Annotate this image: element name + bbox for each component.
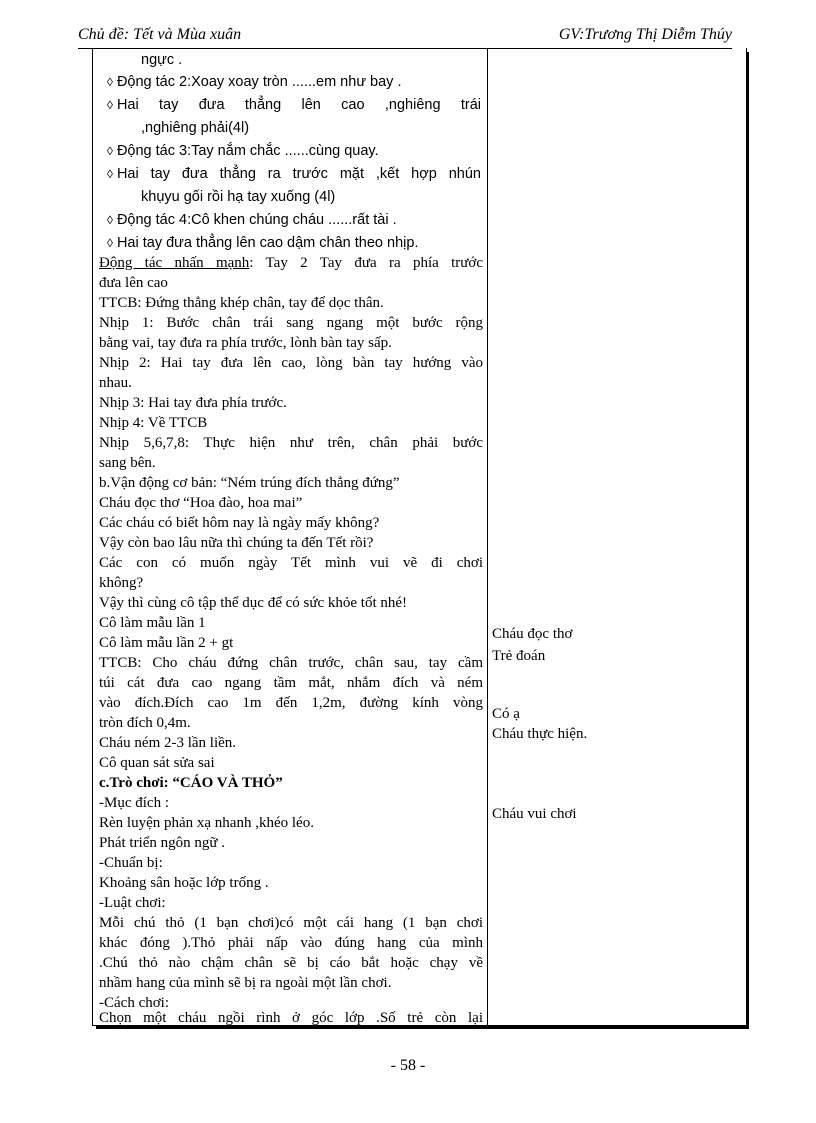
text-line: Các con có muốn ngày Tết mình vui vẽ đi chơi bbox=[99, 555, 483, 571]
text-line: sang bên. bbox=[99, 455, 156, 471]
text-line: Nhịp 4: Về TTCB bbox=[99, 415, 208, 431]
diamond-bullet-icon: ◊ bbox=[107, 75, 113, 89]
text-line: ngực . bbox=[141, 52, 183, 68]
text-line: -Chuẩn bị: bbox=[99, 855, 163, 871]
text-line: vào đích.Đích cao 1m đến 1,2m, đường kính vòng bbox=[99, 695, 483, 711]
diamond-bullet-icon: ◊ bbox=[107, 236, 113, 250]
text-line: Nhịp 5,6,7,8: Thực hiện như trên, chân phải bước bbox=[99, 435, 483, 451]
diamond-bullet-icon: ◊ bbox=[107, 98, 113, 112]
emphasis-line: Động tác nhấn mạnh: Tay 2 Tay đưa ra phía trước bbox=[99, 255, 483, 271]
diamond-bullet-icon: ◊ bbox=[107, 144, 113, 158]
text-line: Cô làm mẫu lần 1 bbox=[99, 615, 206, 631]
table-bottom-border bbox=[92, 1025, 746, 1026]
text-line: khụyu gối rồi hạ tay xuống (4l) bbox=[141, 189, 336, 205]
bullet-item: ◊ Động tác 4:Cô khen chúng cháu ......rất tài . bbox=[107, 212, 397, 228]
child-response-column bbox=[486, 48, 747, 1025]
diamond-bullet-icon: ◊ bbox=[107, 167, 113, 181]
page-header bbox=[78, 24, 732, 49]
text-line: -Cách chơi: bbox=[99, 995, 169, 1011]
activity-column bbox=[92, 48, 488, 1025]
response-text: Cháu thực hiện. bbox=[492, 726, 588, 742]
text-line: Mỗi chú thỏ (1 bạn chơi)có một cái hang (1 bạn chơi bbox=[99, 915, 483, 931]
text-line: TTCB: Đứng thẳng khép chân, tay để dọc thân. bbox=[99, 295, 384, 311]
text-line: bằng vai, tay đưa ra phía trước, lònh bàn tay sấp. bbox=[99, 335, 392, 351]
bullet-item: ◊ Hai tay đưa thẳng lên cao ,nghiêng trái bbox=[107, 97, 481, 113]
text-line: -Mục đích : bbox=[99, 795, 169, 811]
section-heading: c.Trò chơi: “CÁO VÀ THỎ” bbox=[99, 775, 283, 791]
response-text: Cháu vui chơi bbox=[492, 806, 577, 822]
text-line: Phát triển ngôn ngữ . bbox=[99, 835, 226, 851]
text-line: Các cháu có biết hôm nay là ngày mấy không? bbox=[99, 515, 380, 531]
diamond-bullet-icon: ◊ bbox=[107, 213, 113, 227]
response-text: Trẻ đoán bbox=[492, 648, 546, 664]
bullet-item: ◊ Động tác 3:Tay nắm chắc ......cùng quay. bbox=[107, 143, 379, 159]
text-line: -Luật chơi: bbox=[99, 895, 166, 911]
text-line: Nhịp 3: Hai tay đưa phía trước. bbox=[99, 395, 287, 411]
text-line: Nhịp 1: Bước chân trái sang ngang một bước rộng bbox=[99, 315, 483, 331]
text-line: Rèn luyện phản xạ nhanh ,khéo léo. bbox=[99, 815, 314, 831]
text-line: Chọn một cháu ngồi rình ở góc lớp .Số trẻ còn lại bbox=[99, 1010, 483, 1026]
text-line: Vậy thì cùng cô tập thể dục để có sức khỏe tốt nhé! bbox=[99, 595, 408, 611]
response-text: Có ạ bbox=[492, 706, 520, 722]
text-line: Cháu ném 2-3 lần liền. bbox=[99, 735, 237, 751]
text-line: nhầm hang của mình sẽ bị ra ngoài một lần chơi. bbox=[99, 975, 392, 991]
page-number: - 58 - bbox=[390, 1057, 426, 1074]
bullet-item: ◊ Động tác 2:Xoay xoay tròn ......em như bay . bbox=[107, 74, 402, 90]
text-line: .Chú thỏ nào chậm chân sẽ bị cáo bắt hoặc chạy về bbox=[99, 955, 483, 971]
text-line: ,nghiêng phải(4l) bbox=[141, 120, 250, 136]
header-teacher: GV:Trương Thị Diễm Thúy bbox=[558, 26, 732, 43]
response-text: Cháu đọc thơ bbox=[492, 626, 573, 642]
text-line: Nhịp 2: Hai tay đưa lên cao, lòng bàn tay hướng vào bbox=[99, 355, 483, 371]
text-line: đưa lên cao bbox=[99, 275, 168, 291]
bullet-item: ◊ Hai tay đưa thẳng ra trước mặt ,kết hợp nhún bbox=[107, 166, 481, 182]
text-line: không? bbox=[99, 575, 144, 591]
text-line: b.Vận động cơ bản: “Ném trúng đích thẳng đứng” bbox=[99, 475, 400, 491]
text-line: Cháu đọc thơ “Hoa đào, hoa mai” bbox=[99, 495, 303, 511]
bullet-item: ◊ Hai tay đưa thẳng lên cao dậm chân theo nhịp. bbox=[107, 235, 419, 251]
text-line: tròn đích 0,4m. bbox=[99, 715, 191, 731]
text-line: nhau. bbox=[99, 375, 132, 391]
text-line: túi cát đưa cao ngang tầm mắt, nhắm đích và ném bbox=[99, 675, 483, 691]
text-line: Cô làm mẫu lần 2 + gt bbox=[99, 635, 234, 651]
lesson-table bbox=[92, 48, 746, 1025]
text-line: Cô quan sát sửa sai bbox=[99, 755, 215, 771]
header-topic: Chủ đề: Tết và Mùa xuân bbox=[78, 26, 242, 43]
text-line: khác đóng ).Thỏ phải nấp vào đúng hang của mình bbox=[99, 935, 483, 951]
text-line: Vậy còn bao lâu nữa thì chúng ta đến Tết rồi? bbox=[99, 535, 374, 551]
text-line: TTCB: Cho cháu đứng chân trước, chân sau, tay cầm bbox=[99, 655, 483, 671]
text-line: Khoảng sân hoặc lớp trống . bbox=[99, 875, 269, 891]
